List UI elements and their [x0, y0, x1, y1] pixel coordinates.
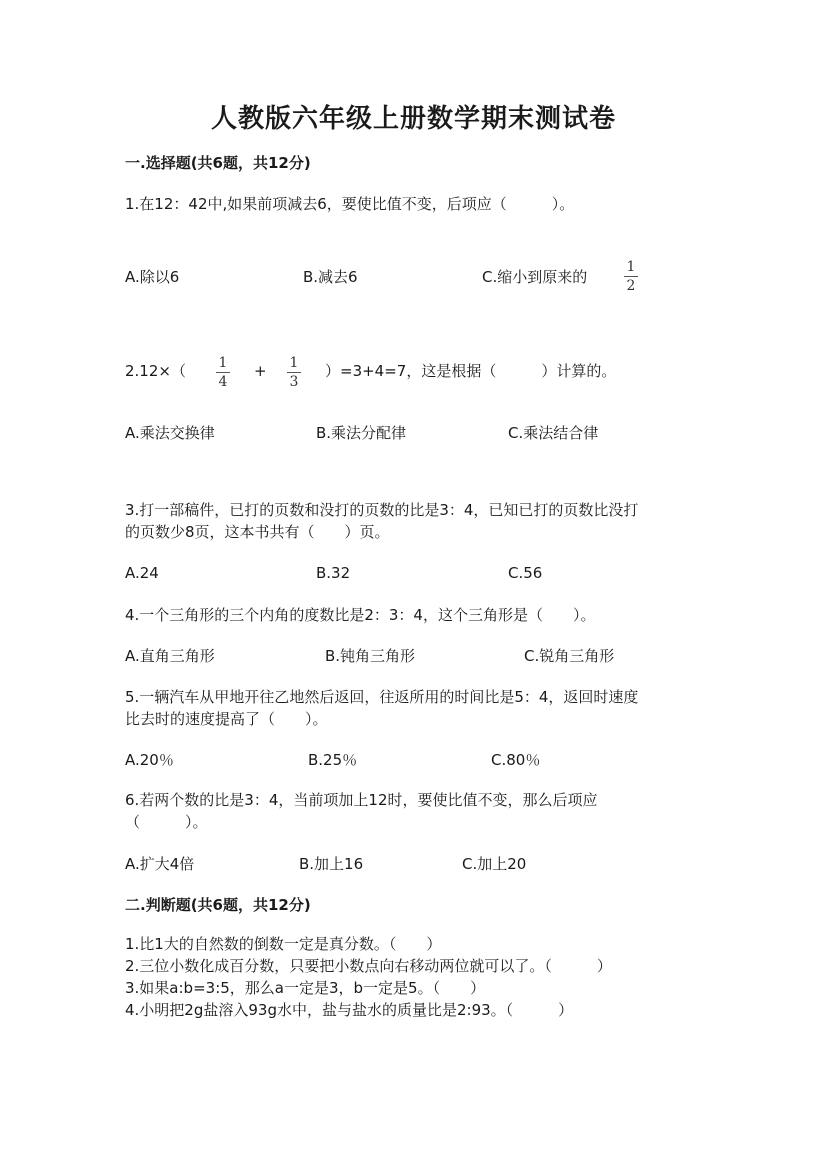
- judgment-item-1: 1.比1大的自然数的倒数一定是真分数。（ ）: [125, 935, 442, 953]
- question-2-option-b: B.乘法分配律: [316, 424, 407, 442]
- question-6-line-2: （ ）。: [125, 813, 208, 831]
- question-2-plus: +: [254, 362, 267, 380]
- question-2-prefix: 2.12×（: [125, 362, 186, 380]
- question-1-option-b: B.减去6: [303, 268, 358, 286]
- question-3-line-2: 的页数少8页，这本书共有（ ）页。: [125, 523, 390, 541]
- question-6-option-a: A.扩大4倍: [125, 855, 195, 873]
- fraction-denominator: 4: [218, 374, 228, 390]
- question-1-text: 1.在12：42中,如果前项减去6，要使比值不变，后项应（ ）。: [125, 195, 575, 213]
- question-5-option-a: A.20％: [125, 751, 174, 769]
- question-1-option-a: A.除以6: [125, 268, 180, 286]
- question-3-option-c: C.56: [508, 564, 543, 582]
- question-4-option-b: B.钝角三角形: [325, 647, 416, 665]
- page-title: 人教版六年级上册数学期末测试卷: [210, 104, 616, 134]
- question-2-option-c: C.乘法结合律: [508, 424, 599, 442]
- section-heading-choice: 一.选择题(共6题，共12分): [125, 154, 311, 172]
- question-3-line-1: 3.打一部稿件，已打的页数和没打的页数的比是3：4，已知已打的页数比没打: [125, 501, 639, 519]
- question-4-option-c: C.锐角三角形: [524, 647, 615, 665]
- section-heading-judgment: 二.判断题(共6题，共12分): [125, 896, 311, 914]
- fraction-denominator: 2: [626, 278, 636, 294]
- question-3-option-a: A.24: [125, 564, 159, 582]
- question-5-option-b: B.25％: [308, 751, 358, 769]
- judgment-item-4: 4.小明把2g盐溶入93g水中，盐与盐水的质量比是2:93。（ ）: [125, 1001, 574, 1019]
- question-3-option-b: B.32: [316, 564, 351, 582]
- question-2-option-a: A.乘法交换律: [125, 424, 215, 442]
- question-5-line-1: 5.一辆汽车从甲地开往乙地然后返回，往返所用的时间比是5：4，返回时速度: [125, 688, 639, 706]
- fraction-numerator: 1: [289, 355, 299, 371]
- question-2-fraction-2: [286, 355, 302, 390]
- question-5-option-c: C.80％: [491, 751, 541, 769]
- question-2-suffix: ）=3+4=7，这是根据（ ）计算的。: [325, 362, 617, 380]
- question-1-option-c-fraction: [623, 259, 639, 294]
- question-4-option-a: A.直角三角形: [125, 647, 215, 665]
- question-6-option-c: C.加上20: [462, 855, 527, 873]
- question-5-line-2: 比去时的速度提高了（ ）。: [125, 710, 328, 728]
- fraction-bar: [287, 372, 301, 373]
- question-6-option-b: B.加上16: [299, 855, 364, 873]
- question-4-text: 4.一个三角形的三个内角的度数比是2：3：4，这个三角形是（ ）。: [125, 606, 596, 624]
- question-1-option-c: C.缩小到原来的: [482, 268, 588, 286]
- fraction-bar: [624, 276, 638, 277]
- fraction-numerator: 1: [626, 259, 636, 275]
- judgment-item-2: 2.三位小数化成百分数，只要把小数点向右移动两位就可以了。（ ）: [125, 957, 612, 975]
- question-2-fraction-1: [215, 355, 231, 390]
- judgment-item-3: 3.如果a:b=3:5，那么a一定是3，b一定是5。（ ）: [125, 979, 486, 997]
- fraction-denominator: 3: [289, 374, 299, 390]
- fraction-numerator: 1: [218, 355, 228, 371]
- question-6-line-1: 6.若两个数的比是3：4，当前项加上12时，要使比值不变，那么后项应: [125, 791, 598, 809]
- fraction-bar: [216, 372, 230, 373]
